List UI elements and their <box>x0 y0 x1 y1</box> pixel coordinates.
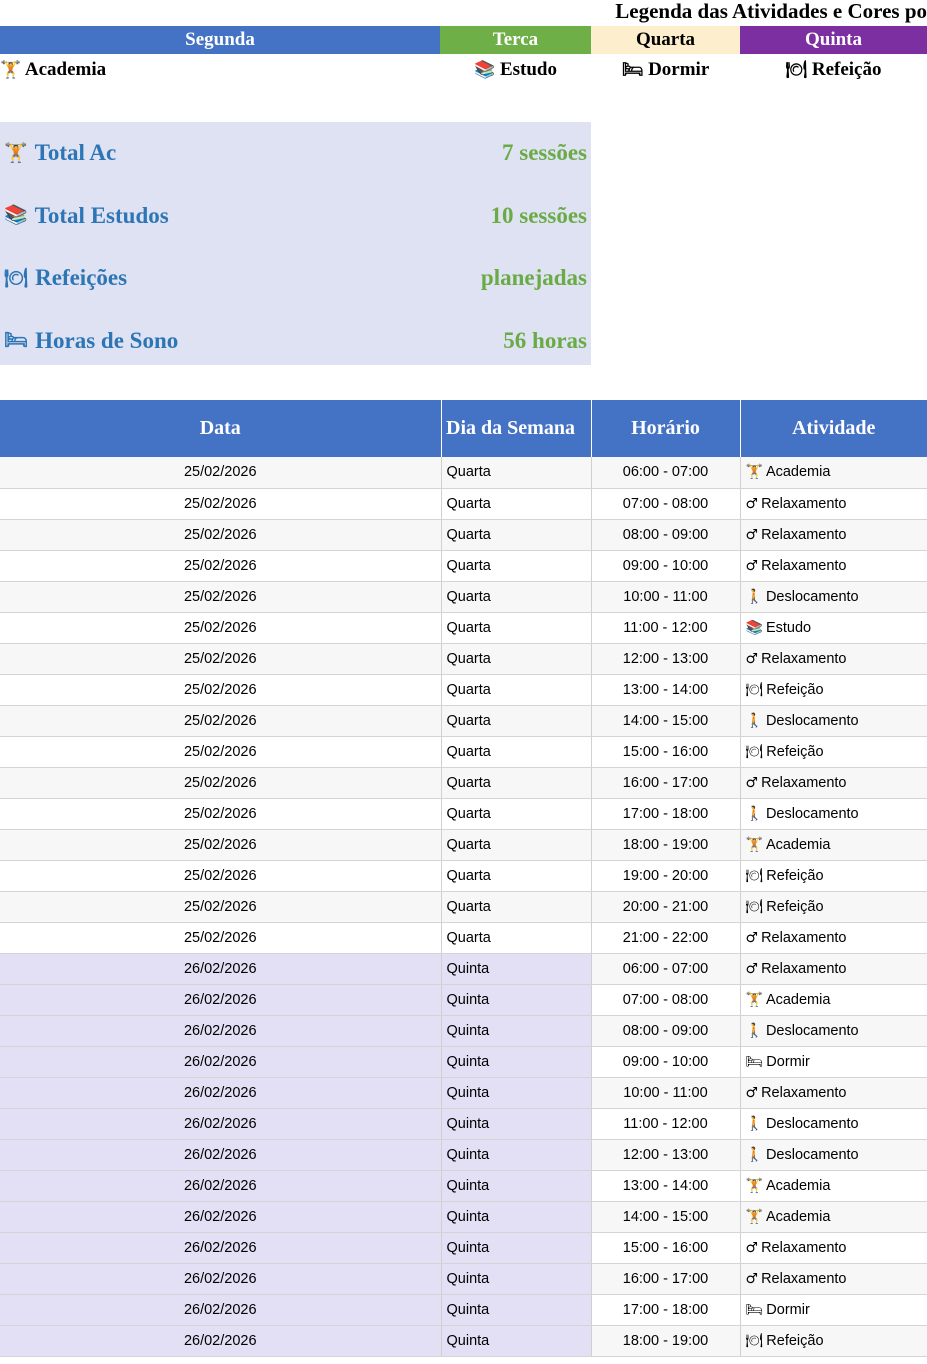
table-row[interactable] <box>0 705 927 736</box>
cell-atividade <box>740 1201 927 1232</box>
cell-data: 25/02/2026 <box>0 922 441 953</box>
cell-data: 25/02/2026 <box>0 767 441 798</box>
legend-header-row <box>0 26 927 54</box>
cell-dia-semana: Quarta <box>441 488 591 519</box>
cell-dia-semana: Quinta <box>441 1201 591 1232</box>
atividade-label: Dormir <box>766 1053 810 1070</box>
cell-atividade <box>740 1263 927 1294</box>
atividade-label: Deslocamento <box>765 1146 859 1163</box>
atividade-label: Academia <box>765 836 831 853</box>
legend-activity-cell <box>591 54 740 86</box>
table-row[interactable] <box>0 457 927 488</box>
cell-dia-semana: Quinta <box>441 1170 591 1201</box>
summary-label-text: Refeições <box>35 265 128 291</box>
cell-atividade <box>740 1170 927 1201</box>
atividade-label: Deslocamento <box>765 1022 859 1039</box>
cell-data: 26/02/2026 <box>0 953 441 984</box>
table-row[interactable] <box>0 1263 927 1294</box>
cell-atividade <box>740 1232 927 1263</box>
summary-label <box>4 203 169 229</box>
meal-icon: 🍽 <box>745 681 764 698</box>
legend-activity-label: Refeição <box>807 59 882 80</box>
cell-dia-semana: Quarta <box>441 705 591 736</box>
schedule-col-dia <box>441 400 591 457</box>
cell-atividade <box>740 457 927 488</box>
cell-dia-semana: Quarta <box>441 519 591 550</box>
cell-horario: 21:00 - 22:00 <box>591 922 740 953</box>
commute-icon: 🚶 <box>745 805 763 822</box>
atividade-label: Relaxamento <box>761 1084 847 1101</box>
summary-label-text: Horas de Sono <box>35 327 179 353</box>
cell-atividade <box>740 519 927 550</box>
books-icon: 📚 <box>745 619 763 636</box>
table-row[interactable] <box>0 1294 927 1325</box>
cell-dia-semana: Quarta <box>441 643 591 674</box>
cell-dia-semana: Quarta <box>441 550 591 581</box>
schedule-col-label: Dia da Semana <box>446 417 575 439</box>
cell-dia-semana: Quinta <box>441 1015 591 1046</box>
cell-horario: 13:00 - 14:00 <box>591 1170 740 1201</box>
cell-atividade <box>740 1046 927 1077</box>
atividade-label: Deslocamento <box>765 712 859 729</box>
legend-day-segunda: Segunda <box>0 26 440 54</box>
commute-icon: 🚶 <box>745 1146 763 1163</box>
meal-icon: 🍽 <box>4 266 29 289</box>
cell-horario: 13:00 - 14:00 <box>591 674 740 705</box>
cell-horario: 16:00 - 17:00 <box>591 1263 740 1294</box>
cell-data: 25/02/2026 <box>0 736 441 767</box>
atividade-label: Academia <box>765 1208 831 1225</box>
cell-data: 25/02/2026 <box>0 891 441 922</box>
atividade-label: Relaxamento <box>761 929 847 946</box>
mars-icon: ♂ <box>745 1239 759 1256</box>
cell-data: 25/02/2026 <box>0 612 441 643</box>
cell-horario: 12:00 - 13:00 <box>591 1139 740 1170</box>
meal-icon: 🍽 <box>745 867 764 884</box>
cell-atividade <box>740 612 927 643</box>
cell-data: 26/02/2026 <box>0 1294 441 1325</box>
cell-dia-semana: Quarta <box>441 829 591 860</box>
table-row[interactable] <box>0 984 927 1015</box>
atividade-label: Relaxamento <box>761 1270 847 1287</box>
cell-data: 26/02/2026 <box>0 1046 441 1077</box>
legend-day-quarta: Quarta <box>591 26 740 54</box>
legend-day-quinta: Quinta <box>740 26 927 54</box>
cell-horario: 08:00 - 09:00 <box>591 1015 740 1046</box>
table-row[interactable] <box>0 643 927 674</box>
summary-row <box>0 122 591 185</box>
cell-horario: 09:00 - 10:00 <box>591 1046 740 1077</box>
cell-horario: 14:00 - 15:00 <box>591 705 740 736</box>
table-row[interactable] <box>0 674 927 705</box>
cell-atividade <box>740 798 927 829</box>
summary-row <box>0 185 591 248</box>
cell-atividade <box>740 1108 927 1139</box>
schedule-col-atividade: Atividade <box>740 400 927 457</box>
atividade-label: Relaxamento <box>761 557 847 574</box>
meal-icon: 🍽 <box>745 743 764 760</box>
table-row[interactable] <box>0 1232 927 1263</box>
mars-icon: ♂ <box>745 557 759 574</box>
cell-horario: 16:00 - 17:00 <box>591 767 740 798</box>
cell-dia-semana: Quinta <box>441 953 591 984</box>
cell-dia-semana: Quarta <box>441 674 591 705</box>
cell-data: 25/02/2026 <box>0 829 441 860</box>
cell-data: 25/02/2026 <box>0 457 441 488</box>
cell-data: 25/02/2026 <box>0 705 441 736</box>
atividade-label: Deslocamento <box>765 805 859 822</box>
atividade-label: Estudo <box>765 619 812 636</box>
legend-activity-cell <box>440 54 591 86</box>
table-row[interactable] <box>0 829 927 860</box>
atividade-label: Relaxamento <box>761 495 847 512</box>
bed-icon: 🛏 <box>745 1053 764 1070</box>
cell-data: 25/02/2026 <box>0 488 441 519</box>
weightlifter-icon: 🏋 <box>745 1177 763 1194</box>
mars-icon: ♂ <box>745 526 759 543</box>
table-row[interactable] <box>0 1015 927 1046</box>
cell-data: 26/02/2026 <box>0 1201 441 1232</box>
cell-data: 25/02/2026 <box>0 550 441 581</box>
commute-icon: 🚶 <box>745 1115 763 1132</box>
cell-horario: 11:00 - 12:00 <box>591 1108 740 1139</box>
bed-icon: 🛏 <box>621 60 644 80</box>
cell-dia-semana: Quinta <box>441 1232 591 1263</box>
summary-row <box>0 310 591 373</box>
legend-activity-cell <box>740 54 927 86</box>
cell-atividade <box>740 488 927 519</box>
cell-dia-semana: Quinta <box>441 1325 591 1356</box>
table-row[interactable] <box>0 612 927 643</box>
atividade-label: Relaxamento <box>761 960 847 977</box>
atividade-label: Refeição <box>766 1332 824 1349</box>
table-row[interactable] <box>0 488 927 519</box>
cell-dia-semana: Quarta <box>441 922 591 953</box>
table-row[interactable] <box>0 953 927 984</box>
summary-value: 7 sessões <box>502 140 587 166</box>
cell-dia-semana: Quarta <box>441 767 591 798</box>
meal-icon: 🍽 <box>745 898 764 915</box>
cell-atividade <box>740 581 927 612</box>
cell-data: 26/02/2026 <box>0 984 441 1015</box>
cell-data: 26/02/2026 <box>0 1325 441 1356</box>
weightlifter-icon: 🏋 <box>4 141 28 164</box>
cell-horario: 20:00 - 21:00 <box>591 891 740 922</box>
atividade-label: Relaxamento <box>761 774 847 791</box>
weightlifter-icon: 🏋 <box>745 464 763 481</box>
atividade-label: Relaxamento <box>761 526 847 543</box>
cell-data: 26/02/2026 <box>0 1170 441 1201</box>
weightlifter-icon: 🏋 <box>745 1208 763 1225</box>
cell-dia-semana: Quarta <box>441 581 591 612</box>
cell-data: 26/02/2026 <box>0 1263 441 1294</box>
cell-horario: 11:00 - 12:00 <box>591 612 740 643</box>
cell-horario: 15:00 - 16:00 <box>591 736 740 767</box>
atividade-label: Refeição <box>766 681 824 698</box>
table-row[interactable] <box>0 550 927 581</box>
commute-icon: 🚶 <box>745 1022 763 1039</box>
cell-horario: 06:00 - 07:00 <box>591 953 740 984</box>
cell-horario: 19:00 - 20:00 <box>591 860 740 891</box>
cell-horario: 17:00 - 18:00 <box>591 798 740 829</box>
table-row[interactable] <box>0 581 927 612</box>
cell-dia-semana: Quinta <box>441 984 591 1015</box>
table-row[interactable] <box>0 891 927 922</box>
cell-atividade <box>740 1139 927 1170</box>
summary-row <box>0 247 591 310</box>
cell-data: 25/02/2026 <box>0 674 441 705</box>
atividade-label: Dormir <box>766 1301 810 1318</box>
cell-dia-semana: Quarta <box>441 736 591 767</box>
bed-icon: 🛏 <box>4 329 29 352</box>
legend-table <box>0 26 927 86</box>
mars-icon: ♂ <box>745 1270 759 1287</box>
cell-horario: 10:00 - 11:00 <box>591 581 740 612</box>
table-row[interactable] <box>0 1325 927 1356</box>
legend-activity-label: Dormir <box>643 59 710 80</box>
cell-horario: 06:00 - 07:00 <box>591 457 740 488</box>
cell-horario: 18:00 - 19:00 <box>591 829 740 860</box>
cell-horario: 14:00 - 15:00 <box>591 1201 740 1232</box>
cell-horario: 09:00 - 10:00 <box>591 550 740 581</box>
legend-activity-cell <box>0 54 440 86</box>
cell-atividade <box>740 984 927 1015</box>
table-row[interactable] <box>0 1108 927 1139</box>
cell-atividade <box>740 860 927 891</box>
schedule-body <box>0 457 927 1356</box>
cell-atividade <box>740 1015 927 1046</box>
cell-horario: 17:00 - 18:00 <box>591 1294 740 1325</box>
table-row[interactable] <box>0 922 927 953</box>
cell-atividade <box>740 1077 927 1108</box>
cell-horario: 07:00 - 08:00 <box>591 488 740 519</box>
cell-data: 25/02/2026 <box>0 798 441 829</box>
cell-atividade <box>740 736 927 767</box>
schedule-col-horario: Horário <box>591 400 740 457</box>
summary-label-text: Total Ac <box>34 140 117 166</box>
bed-icon: 🛏 <box>745 1301 764 1318</box>
books-icon: 📚 <box>474 60 496 80</box>
cell-horario: 12:00 - 13:00 <box>591 643 740 674</box>
cell-data: 25/02/2026 <box>0 519 441 550</box>
atividade-label: Relaxamento <box>761 650 847 667</box>
atividade-label: Academia <box>765 1177 831 1194</box>
atividade-label: Academia <box>765 464 831 481</box>
table-row[interactable] <box>0 798 927 829</box>
atividade-label: Refeição <box>766 743 824 760</box>
cell-atividade <box>740 922 927 953</box>
cell-data: 25/02/2026 <box>0 581 441 612</box>
atividade-label: Refeição <box>766 898 824 915</box>
cell-horario: 15:00 - 16:00 <box>591 1232 740 1263</box>
mars-icon: ♂ <box>745 1084 759 1101</box>
weightlifter-icon: 🏋 <box>745 991 763 1008</box>
commute-icon: 🚶 <box>745 588 763 605</box>
summary-label <box>4 265 127 291</box>
cell-dia-semana: Quarta <box>441 612 591 643</box>
meal-icon: 🍽 <box>745 1332 764 1349</box>
legend-day-terca: Terca <box>440 26 591 54</box>
cell-atividade <box>740 705 927 736</box>
summary-label <box>4 328 178 354</box>
cell-dia-semana: Quinta <box>441 1139 591 1170</box>
atividade-label: Relaxamento <box>761 1239 847 1256</box>
summary-value: 56 horas <box>503 327 587 353</box>
summary-value: planejadas <box>480 265 587 291</box>
atividade-label: Academia <box>765 991 831 1008</box>
cell-dia-semana: Quinta <box>441 1294 591 1325</box>
cell-horario: 18:00 - 19:00 <box>591 1325 740 1356</box>
table-row[interactable] <box>0 860 927 891</box>
legend-activity-label: Academia <box>21 59 107 80</box>
commute-icon: 🚶 <box>745 712 763 729</box>
table-row[interactable] <box>0 519 927 550</box>
mars-icon: ♂ <box>745 774 759 791</box>
weightlifter-icon: 🏋 <box>745 836 763 853</box>
atividade-label: Refeição <box>766 867 824 884</box>
atividade-label: Deslocamento <box>765 588 859 605</box>
mars-icon: ♂ <box>745 929 759 946</box>
summary-label <box>4 140 116 166</box>
cell-dia-semana: Quarta <box>441 798 591 829</box>
summary-value: 10 sessões <box>490 202 587 228</box>
table-row[interactable] <box>0 1046 927 1077</box>
legend-activity-row <box>0 54 927 86</box>
cell-dia-semana: Quarta <box>441 457 591 488</box>
cell-data: 26/02/2026 <box>0 1139 441 1170</box>
table-row[interactable] <box>0 1139 927 1170</box>
cell-data: 25/02/2026 <box>0 643 441 674</box>
cell-horario: 08:00 - 09:00 <box>591 519 740 550</box>
cell-data: 26/02/2026 <box>0 1015 441 1046</box>
cell-data: 26/02/2026 <box>0 1108 441 1139</box>
summary-panel <box>0 122 591 365</box>
atividade-label: Deslocamento <box>765 1115 859 1132</box>
cell-dia-semana: Quinta <box>441 1263 591 1294</box>
cell-dia-semana: Quarta <box>441 891 591 922</box>
cell-horario: 10:00 - 11:00 <box>591 1077 740 1108</box>
schedule-header-row <box>0 400 927 457</box>
cell-atividade <box>740 550 927 581</box>
cell-dia-semana: Quinta <box>441 1108 591 1139</box>
mars-icon: ♂ <box>745 495 759 512</box>
cell-atividade <box>740 1294 927 1325</box>
cell-atividade <box>740 891 927 922</box>
mars-icon: ♂ <box>745 960 759 977</box>
table-row[interactable] <box>0 767 927 798</box>
cell-atividade <box>740 643 927 674</box>
legend-activity-label: Estudo <box>495 59 557 80</box>
summary-label-text: Total Estudos <box>34 202 169 228</box>
cell-data: 25/02/2026 <box>0 860 441 891</box>
page-title: Legenda das Atividades e Cores po <box>615 0 927 23</box>
table-row[interactable] <box>0 1170 927 1201</box>
cell-dia-semana: Quarta <box>441 860 591 891</box>
cell-atividade <box>740 674 927 705</box>
cell-atividade <box>740 767 927 798</box>
cell-atividade <box>740 953 927 984</box>
cell-dia-semana: Quinta <box>441 1077 591 1108</box>
cell-data: 26/02/2026 <box>0 1077 441 1108</box>
meal-icon: 🍽 <box>785 60 808 80</box>
table-row[interactable] <box>0 736 927 767</box>
cell-data: 26/02/2026 <box>0 1232 441 1263</box>
mars-icon: ♂ <box>745 650 759 667</box>
cell-atividade <box>740 1325 927 1356</box>
table-row[interactable] <box>0 1201 927 1232</box>
cell-dia-semana: Quinta <box>441 1046 591 1077</box>
schedule-col-data: Data <box>0 400 441 457</box>
weightlifter-icon: 🏋 <box>0 60 22 80</box>
table-row[interactable] <box>0 1077 927 1108</box>
books-icon: 📚 <box>4 204 28 227</box>
cell-atividade <box>740 829 927 860</box>
cell-horario: 07:00 - 08:00 <box>591 984 740 1015</box>
schedule-table <box>0 400 927 1357</box>
